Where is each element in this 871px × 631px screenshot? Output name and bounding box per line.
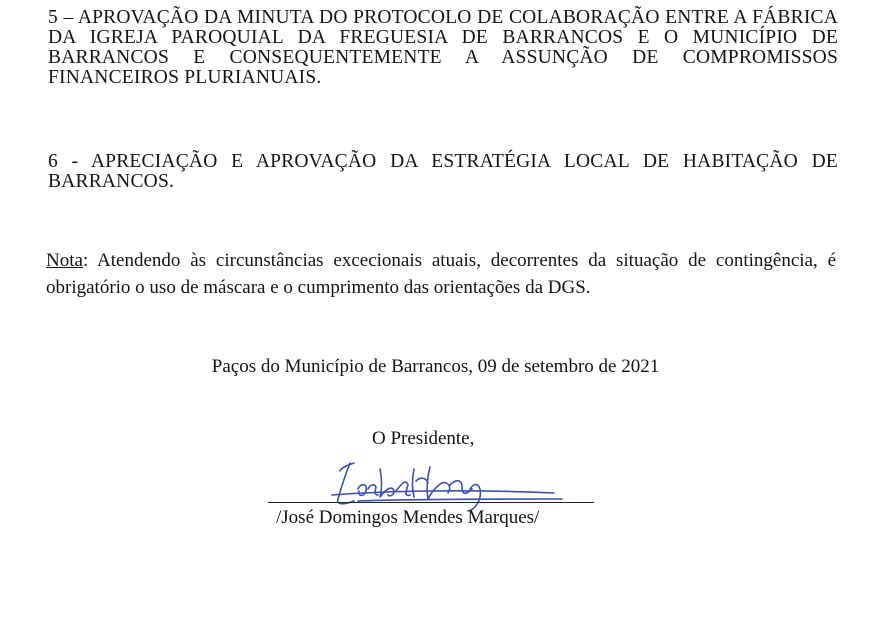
signature-strokes [332, 463, 562, 511]
handwritten-signature [262, 455, 602, 515]
note-paragraph [46, 247, 836, 301]
dateline [0, 356, 871, 378]
signature-line [268, 502, 594, 503]
note-text: : Atendendo às circunstâncias excecionais atuais, decorrentes da situação de contingência, é obrigatório o uso de máscara e o cumprimento das orientações da DGS. [46, 250, 836, 298]
note-label: Nota [46, 250, 83, 271]
agenda-item-5: 5 – APROVAÇÃO DA MINUTA DO PROTOCOLO DE COLABORAÇÃO ENTRE A FÁBRICA DA IGREJA PAROQUIAL DA FREGUESIA DE BARRANCOS E O MUNICÍPIO DE BARRANCOS E CONSEQUENTEMENTE A ASSUNÇÃO DE COMPROMISSOS FINANCEIROS PLURIANUAIS. [48, 7, 838, 88]
dateline-text: Paços do Município de Barrancos, 09 de setembro de 2021 [211, 356, 660, 377]
agenda-item-6: 6 - APRECIAÇÃO E APROVAÇÃO DA ESTRATÉGIA LOCAL DE HABITAÇÃO DE BARRANCOS. [48, 151, 838, 192]
president-title: O Presidente, [372, 428, 475, 449]
signer-name: /José Domingos Mendes Marques/ [276, 507, 540, 528]
